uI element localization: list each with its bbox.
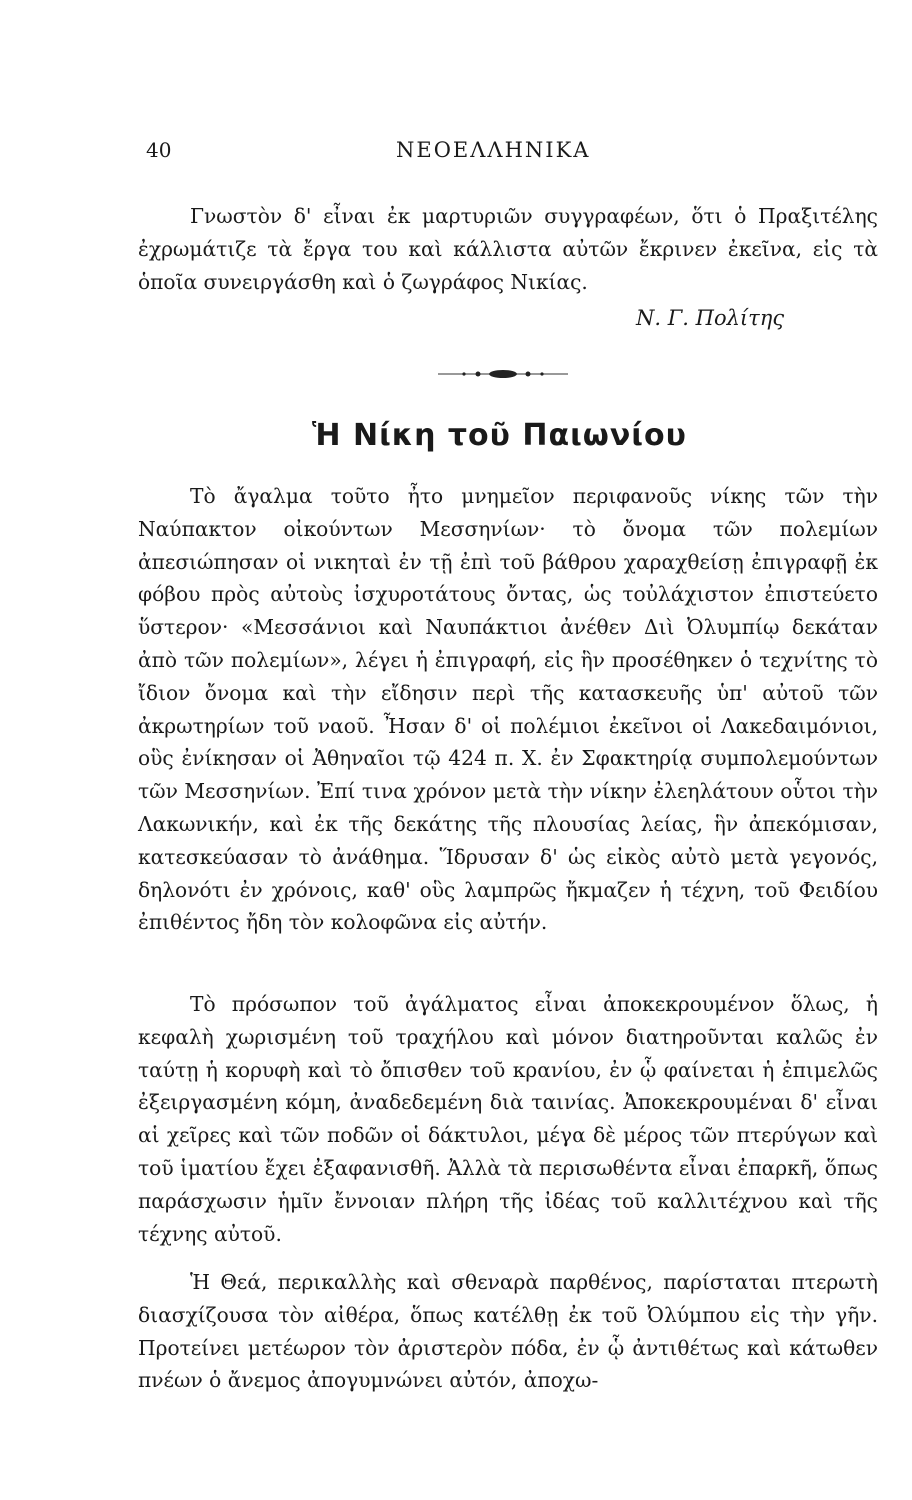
article-body (138, 988, 878, 1250)
divider-ornament-icon (438, 364, 568, 384)
running-head (146, 138, 786, 168)
previous-article-closing (138, 200, 878, 298)
paragraph: Τὸ ἄγαλμα τοῦτο ἦτο μνημεῖον περιφανοῦς νίκης τῶν τὴν Ναύπακτον οἰκούντων Μεσσηνίων· τὸ ὄνομα τῶν πολεμίων ἀπεσιώπησαν οἱ νικηταὶ ἐν τῇ ἐπὶ τοῦ βάθρου χαραχθείσῃ ἐπιγραφῇ ἐκ φόβου πρὸς αὐτοὺς ἰσχυροτάτους ὄντας, ὡς τοὐλάχιστον ἐπιστεύετο ὕστερον· «Μεσσάνιοι καὶ Ναυπάκτιοι ἀνέθεν Διὶ Ὀλυμπίῳ δεκάταν ἀπὸ τῶν πολεμίων», λέγει ἡ ἐπιγραφή, εἰς ἣν προσέθηκεν ὁ τεχνίτης τὸ ἴδιον ὄνομα καὶ τὴν εἴδησιν περὶ τῆς κατασκευῆς ὑπ' αὐτοῦ τῶν ἀκρωτηρίων τοῦ ναοῦ. Ἦσαν δ' οἱ πολέμιοι ἐκεῖνοι οἱ Λακεδαιμόνιοι, οὓς ἐνίκησαν οἱ Ἀθηναῖοι τῷ 424 π. Χ. ἐν Σφακτηρίᾳ συμπολεμούντων τῶν Μεσσηνίων. Ἐπί τινα χρόνον μετὰ τὴν νίκην ἐλεηλάτουν οὗτοι τὴν Λακωνικήν, καὶ ἐκ τῆς δεκάτης τῆς πλουσίας λείας, ἣν ἀπεκόμισαν, κατεσκεύασαν τὸ ἀνάθημα. Ἵδρυσαν δ' ὡς εἰκὸς αὐτὸ μετὰ γεγονός, δηλονότι ἐν χρόνοις, καθ' οὓς λαμπρῶς ἤκμαζεν ἡ τέχνη, τοῦ Φειδίου ἐπιθέντος ἤδη τὸν κολοφῶνα εἰς αὐτήν. (138, 484, 878, 935)
article-body (138, 480, 878, 939)
journal-title: ΝΕΟΕΛΛΗΝΙΚΑ (396, 138, 591, 162)
paragraph: Ἡ Θεά, περικαλλὴς καὶ σθεναρὰ παρθένος, παρίσταται πτερωτὴ διασχίζουσα τὸν αἰθέρα, ὅπως κατέλθῃ ἐκ τοῦ Ὀλύμπου εἰς τὴν γῆν. Προτείνει μετέωρον τὸν ἀριστερὸν πόδα, ἐν ᾧ ἀντιθέτως καὶ κάτωθεν πνέων ὁ ἄνεμος ἀπογυμνώνει αὐτόν, ἀποχω- (138, 1270, 878, 1393)
paragraph: Τὸ πρόσωπον τοῦ ἀγάλματος εἶναι ἀποκεκρουμένον ὅλως, ἡ κεφαλὴ χωρισμένη τοῦ τραχήλου καὶ μόνον διατηροῦνται καλῶς ἐν ταύτῃ ἡ κορυφὴ καὶ τὸ ὄπισθεν τοῦ κρανίου, ἐν ᾧ φαίνεται ἡ ἐπιμελῶς ἐξειργασμένη κόμη, ἀναδεδεμένη διὰ ταινίας. Ἀποκεκρουμέναι δ' εἶναι αἱ χεῖρες καὶ τῶν ποδῶν οἱ δάκτυλοι, μέγα δὲ μέρος τῶν πτερύγων καὶ τοῦ ἱματίου ἔχει ἐξαφανισθῆ. Ἀλλὰ τὰ περισωθέντα εἶναι ἐπαρκῆ, ὅπως παράσχωσιν ἡμῖν ἔννοιαν πλήρη τῆς ἰδέας τοῦ καλλιτέχνου καὶ τῆς τέχνης αὐτοῦ. (138, 992, 878, 1246)
article-title: Ἡ Νίκη τοῦ Παιωνίου (312, 418, 687, 453)
page-number: 40 (146, 138, 172, 162)
article-body (138, 1266, 878, 1397)
author-signature: Ν. Γ. Πολίτης (636, 306, 785, 330)
paragraph: Γνωστὸν δ' εἶναι ἐκ μαρτυριῶν συγγραφέων, ὅτι ὁ Πραξιτέλης ἐχρωμάτιζε τὰ ἔργα του καὶ κάλλιστα αὐτῶν ἔκρινεν ἐκεῖνα, εἰς τὰ ὁποῖα συνειργάσθη καὶ ὁ ζωγράφος Νικίας. (138, 204, 878, 294)
